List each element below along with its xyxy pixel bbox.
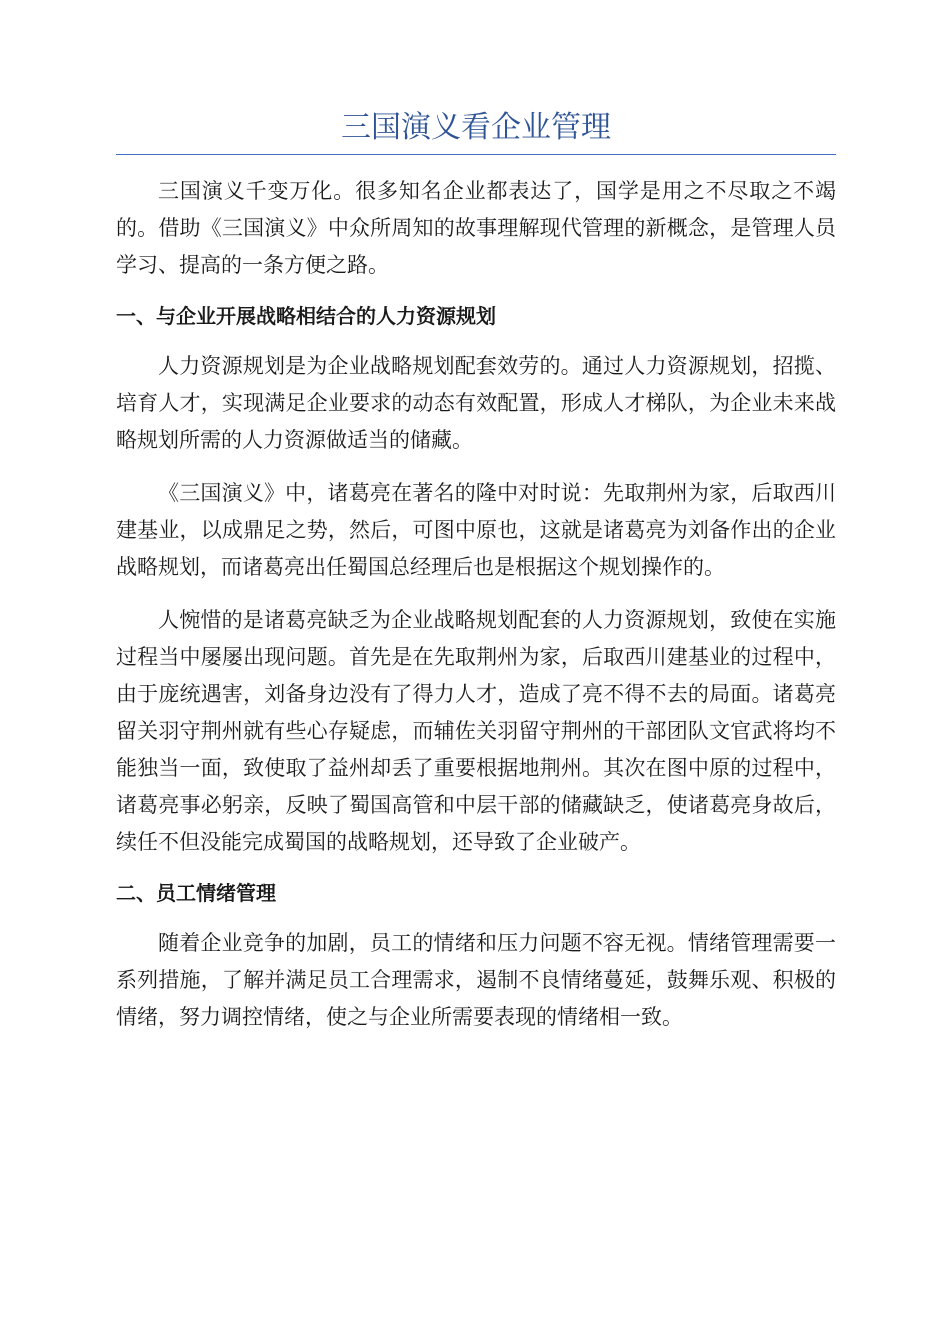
document-title: 三国演义看企业管理 xyxy=(341,110,611,145)
intro-paragraph: 三国演义千变万化。很多知名企业都表达了，国学是用之不尽取之不竭的。借助《三国演义》中众所周知的故事理解现代管理的新概念，是管理人员学习、提高的一条方便之路。 xyxy=(116,179,836,277)
title-underline xyxy=(116,154,836,155)
section-2-paragraph-1: 随着企业竞争的加剧，员工的情绪和压力问题不容无视。情绪管理需要一系列措施，了解并满足员工合理需求，遏制不良情绪蔓延，鼓舞乐观、积极的情绪，努力调控情绪，使之与企业所需要表现的情绪相一致。 xyxy=(116,931,836,1029)
section-1-paragraph-2: 《三国演义》中，诸葛亮在著名的隆中对时说：先取荆州为家，后取西川建基业，以成鼎足之势，然后，可图中原也，这就是诸葛亮为刘备作出的企业战略规划，而诸葛亮出任蜀国总经理后也是根据这个规划操作的。 xyxy=(116,481,836,579)
section-1-paragraph-1: 人力资源规划是为企业战略规划配套效劳的。通过人力资源规划，招揽、培育人才，实现满足企业要求的动态有效配置，形成人才梯队，为企业未来战略规划所需的人力资源做适当的储藏。 xyxy=(116,354,836,452)
section-heading-1: 一、与企业开展战略相结合的人力资源规划 xyxy=(116,304,496,328)
document-page xyxy=(116,106,836,1052)
section-heading-2: 二、员工情绪管理 xyxy=(116,881,276,905)
section-1-paragraph-3: 人惋惜的是诸葛亮缺乏为企业战略规划配套的人力资源规划，致使在实施过程当中屡屡出现问题。首先是在先取荆州为家，后取西川建基业的过程中，由于庞统遇害，刘备身边没有了得力人才，造成了亮不得不去的局面。诸葛亮留关羽守荆州就有些心存疑虑，而辅佐关羽留守荆州的干部团队文官武将均不能独当一面，致使取了益州却丢了重要根据地荆州。其次在图中原的过程中，诸葛亮事必躬亲，反映了蜀国高管和中层干部的储藏缺乏，使诸葛亮身故后，续任不但没能完成蜀国的战略规划，还导致了企业破产。 xyxy=(116,608,836,854)
